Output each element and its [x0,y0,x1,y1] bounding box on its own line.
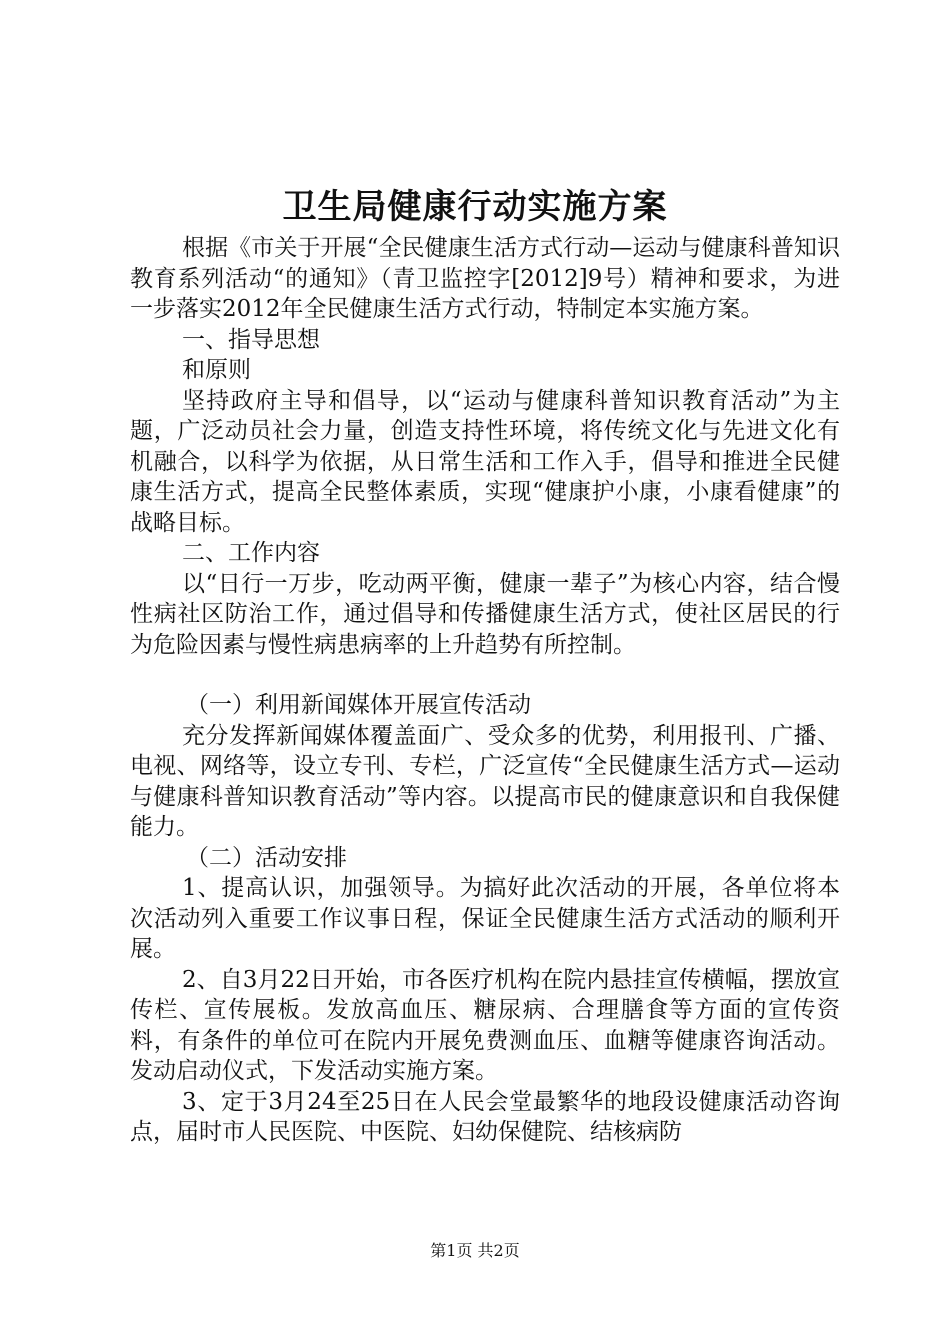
paragraph-intro: 根据《市关于开展“全民健康生活方式行动—运动与健康科普知识教育系列活动“的通知》（青卫监控字[2012]9号）精神和要求，为进一步落实2012年全民健康生活方式行动，特制定本实施方案。 [130,235,840,322]
section-heading-principles: 和原则 [182,357,251,383]
paragraph-activity-2: 2、自3月22日开始，市各医疗机构在院内悬挂宣传横幅，摆放宣传栏、宣传展板。发放高血压、糖尿病、合理膳食等方面的宣传资料，有条件的单位可在院内开展免费测血压、血糖等健康咨询活动。发动启动仪式，下发活动实施方案。 [130,966,840,1084]
paragraph-gap [130,660,840,690]
section-heading-work-content: 二、工作内容 [182,540,320,566]
paragraph-work-content: 以“日行一万步，吃动两平衡，健康一辈子”为核心内容，结合慢性病社区防治工作，通过倡导和传播健康生活方式，使社区居民的行为危险因素与慢性病患病率的上升趋势有所控制。 [130,570,840,658]
subsection-heading-activities: （二）活动安排 [186,844,347,871]
page-footer: 第1页 共2页 [430,1241,520,1260]
paragraph-media: 充分发挥新闻媒体覆盖面广、受众多的优势，利用报刊、广播、电视、网络等，设立专刊、专栏，广泛宣传“全民健康生活方式—运动与健康科普知识教育活动”等内容。以提高市民的健康意识和自我保健能力。 [130,722,840,840]
section-heading-guiding-ideology: 一、指导思想 [182,326,320,353]
subsection-heading-media: （一）利用新闻媒体开展宣传活动 [186,692,531,718]
paragraph-principles: 坚持政府主导和倡导，以“运动与健康科普知识教育活动”为主题，广泛动员社会力量，创造支持性环境，将传统文化与先进文化有机融合，以科学为依据，从日常生活和工作入手，倡导和推进全民健康生活方式，提高全民整体素质，实现“健康护小康，小康看健康”的战略目标。 [130,387,840,536]
paragraph-activity-3: 3、定于3月24至25日在人民会堂最繁华的地段设健康活动咨询点，届时市人民医院、中医院、妇幼保健院、结核病防 [130,1088,840,1145]
paragraph-activity-1: 1、提高认识，加强领导。为搞好此次活动的开展，各单位将本次活动列入重要工作议事日程，保证全民健康生活方式活动的顺利开展。 [130,875,840,962]
document-body [130,233,840,1148]
document-title: 卫生局健康行动实施方案 [282,187,668,227]
